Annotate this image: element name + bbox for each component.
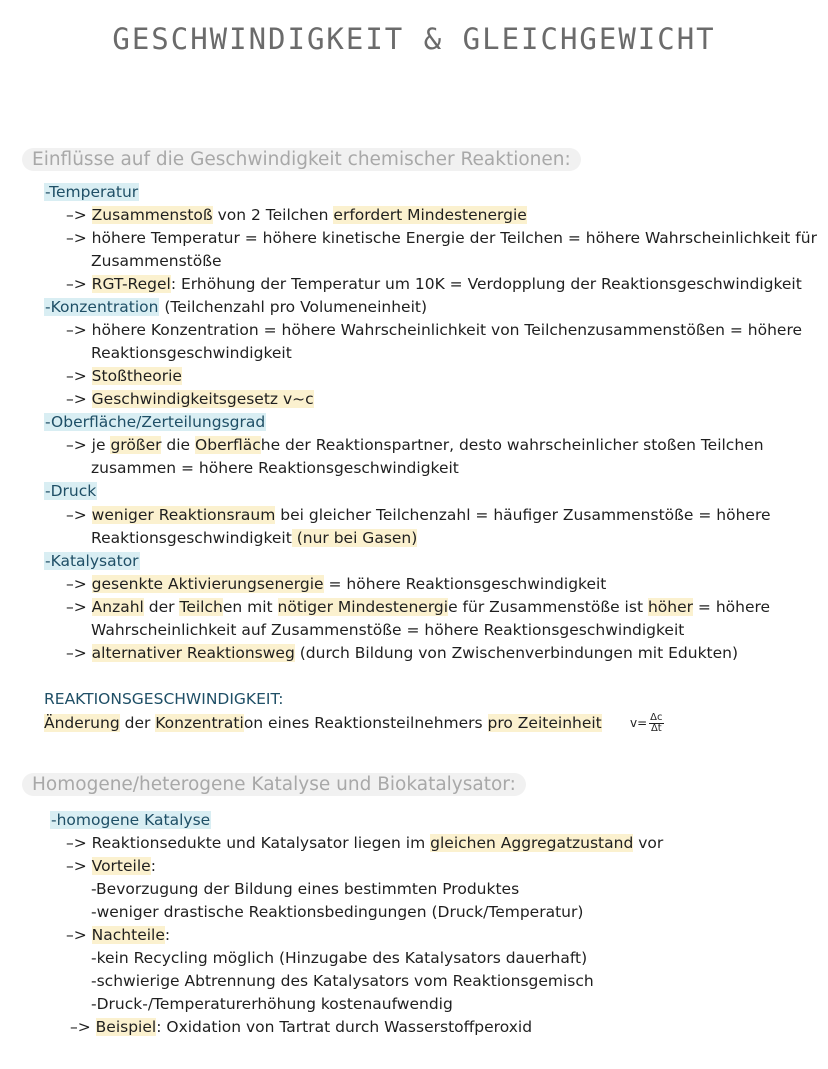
- list-item: –> Zusammenstoß von 2 Teilchen erfordert Mindestenergie: [66, 206, 527, 224]
- disadvantage-item: -schwierige Abtrennung des Katalysators vom Reaktionsgemisch: [91, 972, 594, 990]
- list-item: –> weniger Reaktionsraum bei gleicher Teilchenzahl = häufiger Zusammenstöße = höhere: [66, 506, 771, 524]
- list-item: –> Anzahl der Teilchen mit nötiger Mindestenergie für Zusammenstöße ist höher = höhere: [66, 598, 771, 616]
- section-heading-catalysis: Homogene/heterogene Katalyse und Biokatalysator:: [22, 773, 526, 796]
- list-item-continuation: zusammen = höhere Reaktionsgeschwindigkeit: [91, 459, 459, 477]
- list-item: –> alternativer Reaktionsweg (durch Bildung von Zwischenverbindungen mit Edukten): [66, 644, 739, 662]
- list-item: –> RGT-Regel: Erhöhung der Temperatur um 10K = Verdopplung der Reaktionsgeschwindigkeit: [66, 275, 802, 293]
- list-item: –> höhere Temperatur = höhere kinetische Energie der Teilchen = höhere Wahrscheinlichkeit für: [66, 229, 817, 247]
- list-item: –> Nachteile:: [66, 926, 171, 944]
- advantage-item: -Bevorzugung der Bildung eines bestimmten Produktes: [91, 880, 520, 898]
- section-heading-influences: Einflüsse auf die Geschwindigkeit chemischer Reaktionen:: [22, 148, 581, 171]
- category-concentration: -Konzentration (Teilchenzahl pro Volumeneinheit): [45, 298, 428, 316]
- rate-definition: Änderung der Konzentration eines Reaktionsteilnehmers pro Zeiteinheit: [44, 714, 602, 732]
- list-item-continuation: Zusammenstöße: [91, 252, 222, 270]
- category-catalyst: -Katalysator: [45, 552, 139, 570]
- list-item: –> Reaktionsedukte und Katalysator liegen im gleichen Aggregatzustand vor: [66, 834, 664, 852]
- disadvantage-item: -Druck-/Temperaturerhöhung kostenaufwendig: [91, 995, 453, 1013]
- list-item-continuation: Wahrscheinlichkeit auf Zusammenstöße = höhere Reaktionsgeschwindigkeit: [91, 621, 685, 639]
- advantage-item: -weniger drastische Reaktionsbedingungen (Druck/Temperatur): [91, 903, 584, 921]
- list-item: –> gesenkte Aktivierungsenergie = höhere Reaktionsgeschwindigkeit: [66, 575, 607, 593]
- list-item: –> Stoßtheorie: [66, 367, 182, 385]
- category-homogeneous-catalysis: -homogene Katalyse: [51, 811, 211, 829]
- category-surface: -Oberfläche/Zerteilungsgrad: [45, 413, 266, 431]
- list-item: –> Geschwindigkeitsgesetz v~c: [66, 390, 314, 408]
- category-temperature: -Temperatur: [45, 183, 139, 201]
- disadvantage-item: -kein Recycling möglich (Hinzugabe des Katalysators dauerhaft): [91, 949, 588, 967]
- list-item: –> höhere Konzentration = höhere Wahrscheinlichkeit von Teilchenzusammenstößen = höhere: [66, 321, 803, 339]
- list-item: –> Beispiel: Oxidation von Tartrat durch Wasserstoffperoxid: [70, 1018, 533, 1036]
- list-item-continuation: Reaktionsgeschwindigkeit: [91, 344, 292, 362]
- list-item: –> je größer die Oberfläche der Reaktionspartner, desto wahrscheinlicher stoßen Teilchen: [66, 436, 764, 454]
- page-title: GESCHWINDIGKEIT & GLEICHGEWICHT: [112, 22, 716, 56]
- category-pressure: -Druck: [45, 482, 97, 500]
- rate-formula: v= $\frac{\Delta c}{\Delta t}$: [630, 712, 663, 734]
- list-item: –> Vorteile:: [66, 857, 156, 875]
- list-item-continuation: Reaktionsgeschwindigkeit (nur bei Gasen): [91, 529, 418, 547]
- rate-heading: REAKTIONSGESCHWINDIGKEIT:: [44, 690, 284, 708]
